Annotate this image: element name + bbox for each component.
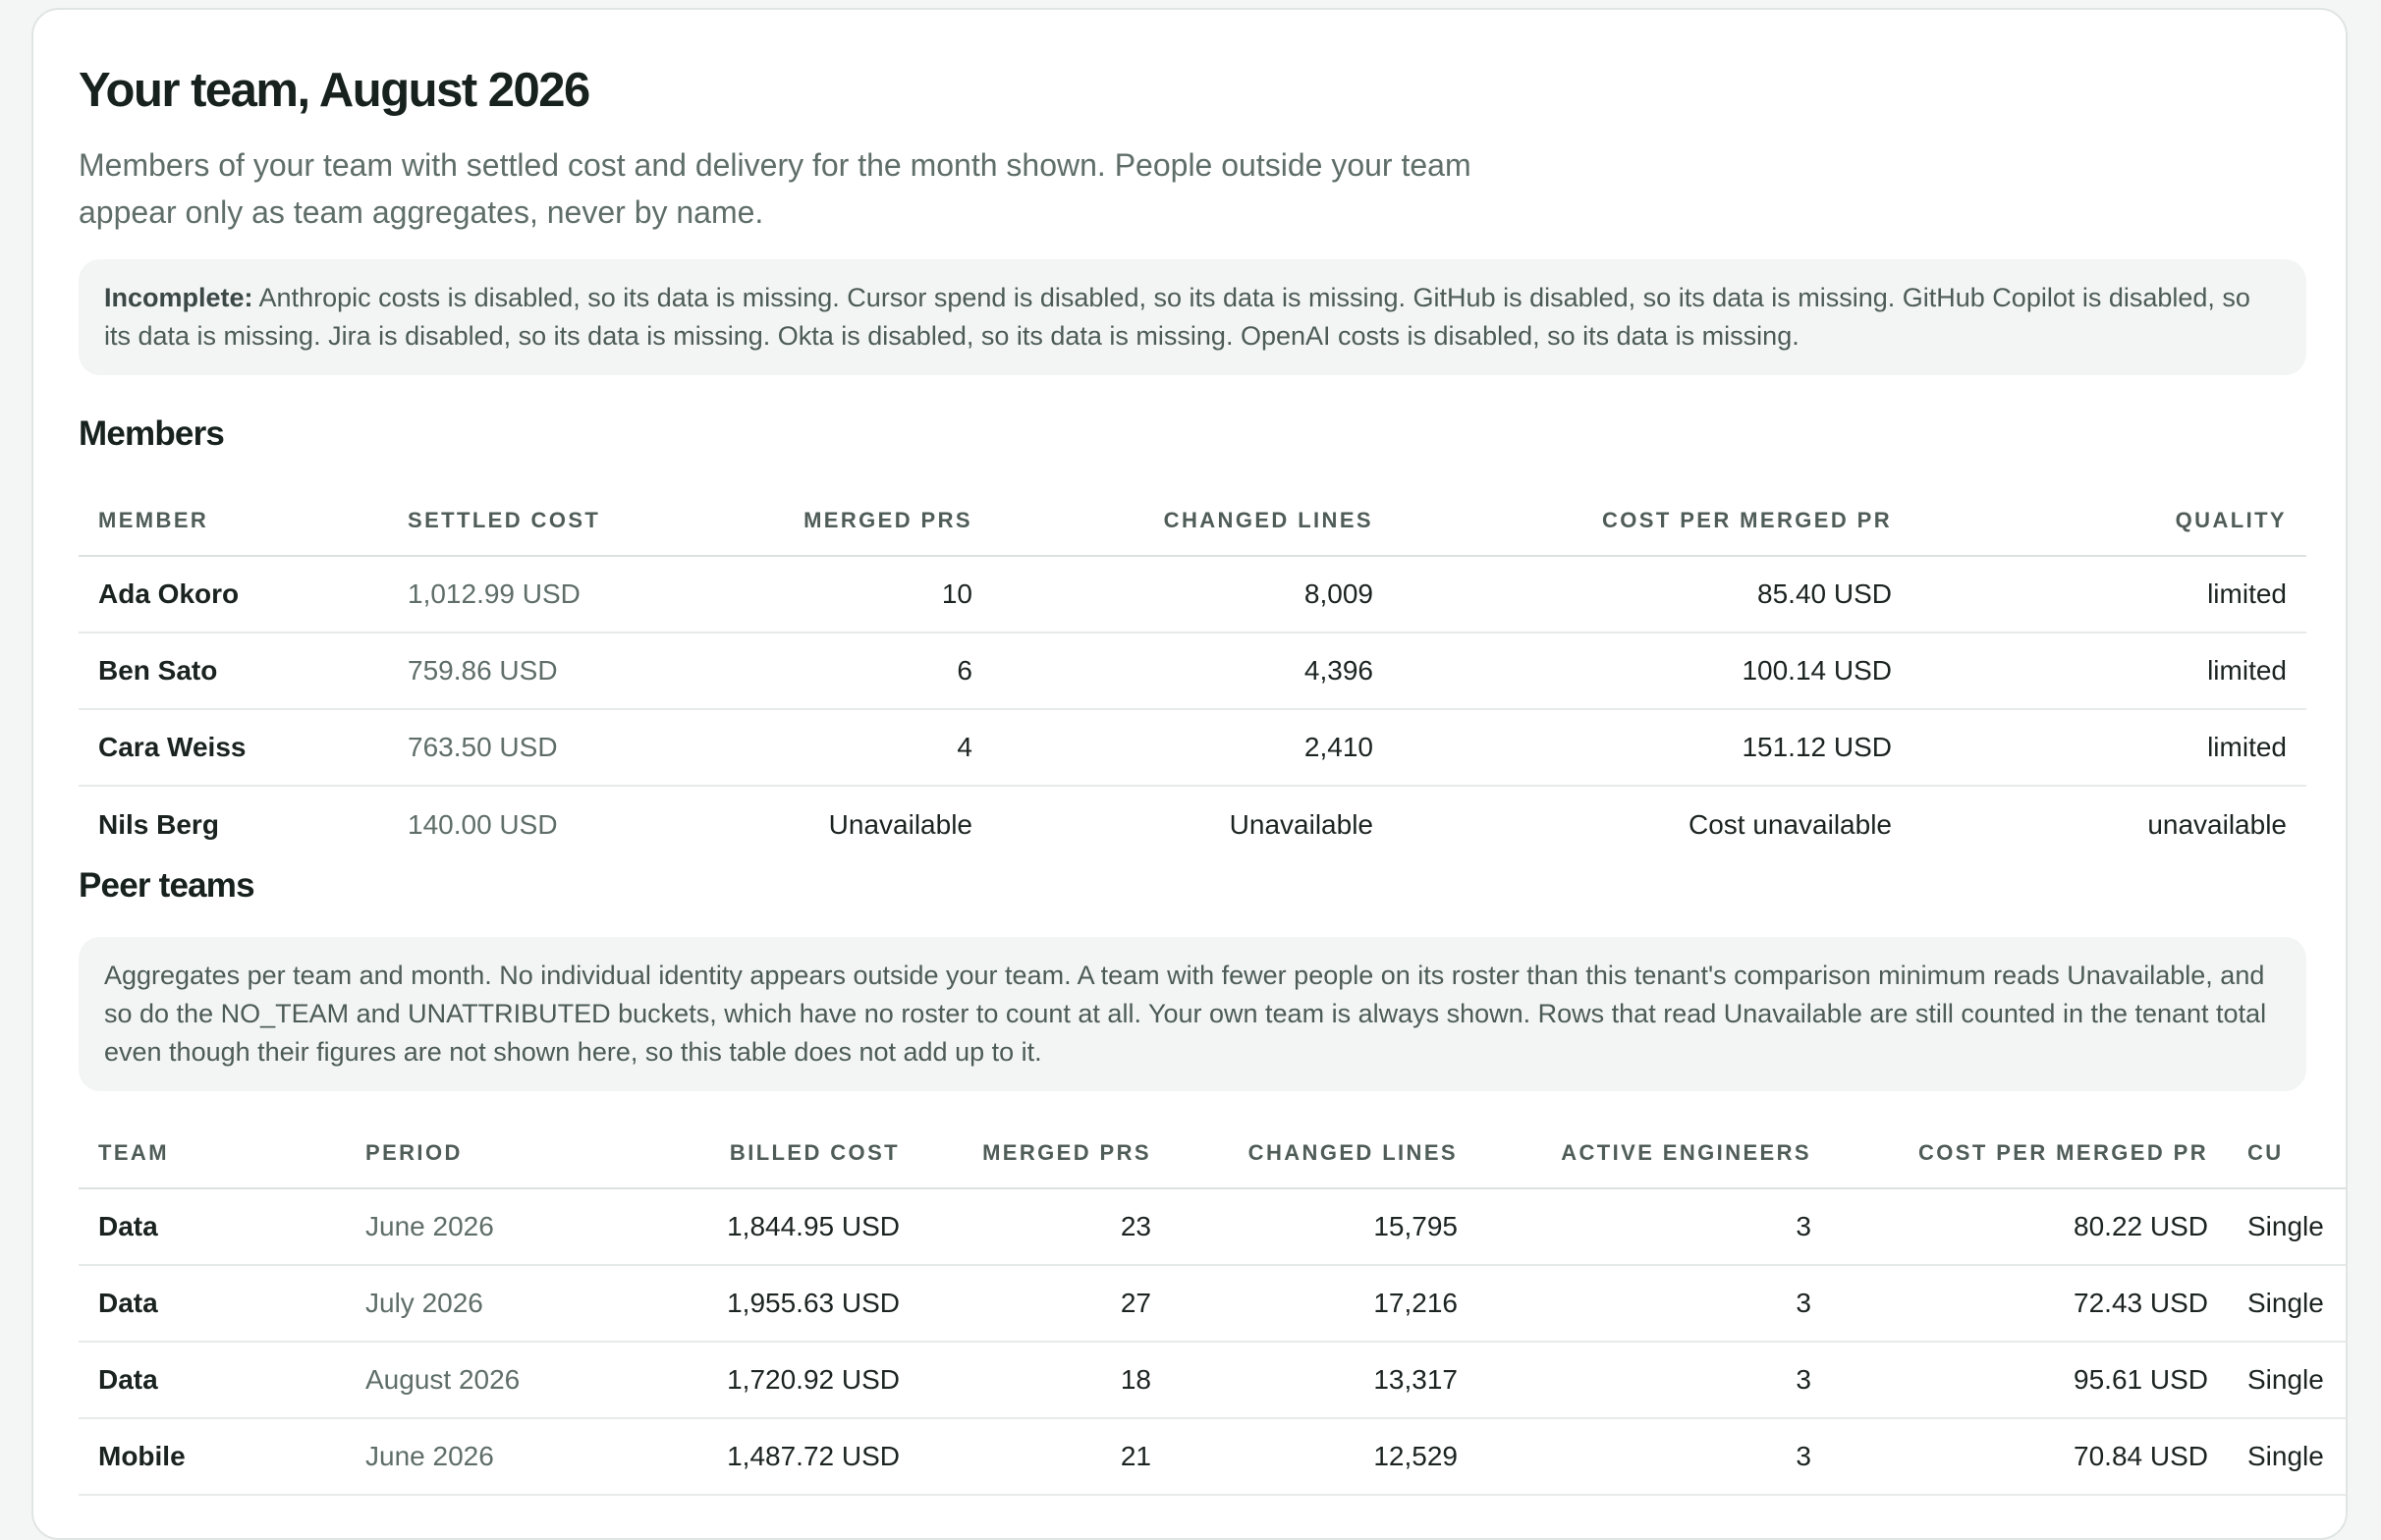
table-row [79,786,2306,862]
merged-prs: 23 [919,1188,1171,1265]
col-team: TEAM [79,1118,346,1188]
col-truncated: CU [2228,1118,2348,1188]
cost-per-merged-pr: 85.40 USD [1393,556,1911,632]
team-name: Data [79,1342,346,1418]
cost-per-merged-pr: 80.22 USD [1831,1188,2228,1265]
cost-per-merged-pr: Cost unavailable [1688,808,1892,840]
page-title: Your team, August 2026 [79,64,589,117]
merged-prs: 4 [727,709,992,786]
table-row [79,1418,2348,1495]
active-engineers: 3 [1477,1265,1831,1342]
table-row [79,1342,2348,1418]
quality: limited [1911,632,2306,709]
billed-cost: 1,720.92 USD [621,1342,919,1418]
truncated-cell: Single [2228,1188,2348,1265]
col-billed-cost: BILLED COST [621,1118,919,1188]
table-row [79,709,2306,786]
col-period: PERIOD [346,1118,621,1188]
table-row [79,1188,2348,1265]
active-engineers: 3 [1477,1418,1831,1495]
cost-per-merged-pr: 100.14 USD [1393,632,1911,709]
cost-per-merged-pr: 95.61 USD [1831,1342,2228,1418]
billed-cost: 1,844.95 USD [621,1188,919,1265]
peer-teams-note: Aggregates per team and month. No individual identity appears outside your team. A team with fewer people on its roster than this tenant's comparison minimum reads Unavailable, and so do the NO_TEAM and UNATTRIBUTED buckets, which have no roster to count at all. Your own team is always shown. Rows that read Unavailable are still counted in the tenant total even though their figures are not shown here, so this table does not add up to it. [79,937,2306,1091]
settled-cost: 763.50 USD [388,709,727,786]
settled-cost: 759.86 USD [388,632,727,709]
table-row [79,632,2306,709]
merged-prs: 6 [727,632,992,709]
col-changed-lines: CHANGED LINES [992,485,1393,556]
team-name: Data [79,1265,346,1342]
col-active-engineers: ACTIVE ENGINEERS [1477,1118,1831,1188]
truncated-cell: Single [2228,1342,2348,1418]
col-merged-prs: MERGED PRS [727,485,992,556]
billed-cost: 1,487.72 USD [621,1418,919,1495]
truncated-cell: Single [2228,1418,2348,1495]
team-name: Mobile [79,1418,346,1495]
period: June 2026 [346,1188,621,1265]
merged-prs: Unavailable [828,808,972,840]
col-changed-lines: CHANGED LINES [1171,1118,1477,1188]
peer-teams-table [79,1118,2348,1496]
period: July 2026 [346,1265,621,1342]
merged-prs: 27 [919,1265,1171,1342]
member-name: Cara Weiss [79,709,388,786]
quality: limited [1911,556,2306,632]
col-settled-cost: SETTLED COST [388,485,727,556]
col-quality: QUALITY [1911,485,2306,556]
period: June 2026 [346,1418,621,1495]
merged-prs: 10 [727,556,992,632]
col-cost-per-merged-pr: COST PER MERGED PR [1393,485,1911,556]
cost-per-merged-pr: 72.43 USD [1831,1265,2228,1342]
col-member: MEMBER [79,485,388,556]
changed-lines: 15,795 [1171,1188,1477,1265]
members-heading: Members [79,414,225,453]
member-name: Ben Sato [79,632,388,709]
col-cost-per-merged-pr: COST PER MERGED PR [1831,1118,2228,1188]
changed-lines: 4,396 [992,632,1393,709]
merged-prs: 18 [919,1342,1171,1418]
merged-prs: 21 [919,1418,1171,1495]
incomplete-label: Incomplete: [104,283,253,312]
active-engineers: 3 [1477,1342,1831,1418]
changed-lines: 17,216 [1171,1265,1477,1342]
member-name: Nils Berg [98,808,219,840]
billed-cost: 1,955.63 USD [621,1265,919,1342]
members-header-row [79,485,2306,556]
changed-lines: 8,009 [992,556,1393,632]
col-merged-prs: MERGED PRS [919,1118,1171,1188]
active-engineers: 3 [1477,1188,1831,1265]
page-subtitle: Members of your team with settled cost and delivery for the month shown. People outside your team appear only as team aggregates, never by name. [79,147,1471,230]
team-name: Data [79,1188,346,1265]
table-row [79,1265,2348,1342]
cost-per-merged-pr: 151.12 USD [1393,709,1911,786]
settled-cost: 1,012.99 USD [388,556,727,632]
quality: limited [1911,709,2306,786]
members-table [79,485,2306,862]
member-name: Ada Okoro [79,556,388,632]
incomplete-text: Anthropic costs is disabled, so its data is missing. Cursor spend is disabled, so its data is missing. GitHub is disabled, so its data is missing. GitHub Copilot is disabled, so its data is missing. Jira is disabled, so its data is missing. Okta is disabled, so its data is missing. OpenAI costs is disabled, so its data is missing. [104,283,2250,351]
incomplete-notice [79,259,2306,375]
changed-lines: 2,410 [992,709,1393,786]
cost-per-merged-pr: 70.84 USD [1831,1418,2228,1495]
peer-teams-header-row [79,1118,2348,1188]
changed-lines: 13,317 [1171,1342,1477,1418]
table-row [79,556,2306,632]
truncated-cell: Single [2228,1265,2348,1342]
report-card [31,8,2348,1540]
settled-cost: 140.00 USD [408,808,558,840]
changed-lines: 12,529 [1171,1418,1477,1495]
peer-teams-heading: Peer teams [79,866,254,905]
changed-lines: Unavailable [1229,808,1373,840]
quality: unavailable [2147,808,2287,840]
period: August 2026 [346,1342,621,1418]
